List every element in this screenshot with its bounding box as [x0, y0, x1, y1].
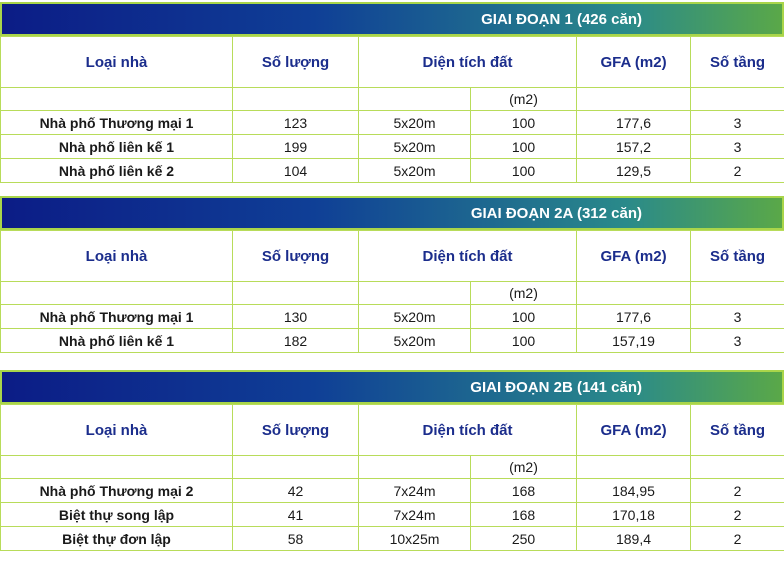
housing-table [0, 230, 784, 353]
quantity: 123 [233, 111, 359, 135]
phase-2b-table [0, 370, 784, 551]
header-so-luong: Số lượng [233, 231, 359, 282]
floors: 2 [691, 503, 784, 527]
house-type: Nhà phố liên kế 2 [1, 159, 233, 183]
table-row [1, 527, 784, 551]
house-type: Biệt thự đơn lập [1, 527, 233, 551]
unit-row [1, 456, 784, 479]
gfa: 184,95 [577, 479, 691, 503]
header-row [1, 231, 784, 282]
house-type: Nhà phố Thương mại 1 [1, 111, 233, 135]
quantity: 104 [233, 159, 359, 183]
unit-m2: (m2) [471, 88, 577, 111]
header-gfa: GFA (m2) [577, 231, 691, 282]
phase-title: GIAI ĐOẠN 2B (141 căn) [470, 379, 642, 396]
unit-row [1, 88, 784, 111]
phase-banner [0, 2, 784, 36]
header-so-tang: Số tầng [691, 405, 784, 456]
phase-1-table [0, 2, 784, 183]
housing-table [0, 36, 784, 183]
quantity: 58 [233, 527, 359, 551]
phase-title: GIAI ĐOẠN 1 (426 căn) [481, 11, 642, 28]
header-row [1, 37, 784, 88]
lot-size: 7x24m [359, 479, 471, 503]
phase-2a-table [0, 196, 784, 353]
lot-area: 168 [471, 503, 577, 527]
quantity: 41 [233, 503, 359, 527]
table-row [1, 503, 784, 527]
table-row [1, 305, 784, 329]
gfa: 157,2 [577, 135, 691, 159]
quantity: 199 [233, 135, 359, 159]
header-loai-nha: Loại nhà [1, 37, 233, 88]
floors: 3 [691, 135, 784, 159]
quantity: 42 [233, 479, 359, 503]
lot-size: 5x20m [359, 111, 471, 135]
house-type: Nhà phố liên kế 1 [1, 329, 233, 353]
floors: 3 [691, 111, 784, 135]
house-type: Nhà phố Thương mại 2 [1, 479, 233, 503]
header-dien-tich-dat: Diện tích đất [359, 231, 577, 282]
gfa: 157,19 [577, 329, 691, 353]
lot-area: 100 [471, 135, 577, 159]
floors: 2 [691, 527, 784, 551]
phase-title: GIAI ĐOẠN 2A (312 căn) [470, 205, 642, 222]
gfa: 177,6 [577, 305, 691, 329]
table-row [1, 329, 784, 353]
house-type: Nhà phố liên kế 1 [1, 135, 233, 159]
lot-area: 100 [471, 329, 577, 353]
gfa: 189,4 [577, 527, 691, 551]
house-type: Nhà phố Thương mại 1 [1, 305, 233, 329]
floors: 3 [691, 329, 784, 353]
header-loai-nha: Loại nhà [1, 231, 233, 282]
header-so-tang: Số tầng [691, 231, 784, 282]
quantity: 182 [233, 329, 359, 353]
table-row [1, 135, 784, 159]
lot-area: 100 [471, 111, 577, 135]
gfa: 170,18 [577, 503, 691, 527]
header-dien-tich-dat: Diện tích đất [359, 37, 577, 88]
housing-table [0, 404, 784, 551]
unit-row [1, 282, 784, 305]
lot-area: 168 [471, 479, 577, 503]
quantity: 130 [233, 305, 359, 329]
phase-banner [0, 196, 784, 230]
header-dien-tich-dat: Diện tích đất [359, 405, 577, 456]
lot-area: 100 [471, 305, 577, 329]
floors: 2 [691, 159, 784, 183]
header-gfa: GFA (m2) [577, 405, 691, 456]
table-row [1, 479, 784, 503]
header-loai-nha: Loại nhà [1, 405, 233, 456]
header-so-tang: Số tầng [691, 37, 784, 88]
lot-size: 5x20m [359, 135, 471, 159]
house-type: Biệt thự song lập [1, 503, 233, 527]
lot-size: 10x25m [359, 527, 471, 551]
lot-size: 5x20m [359, 329, 471, 353]
table-row [1, 111, 784, 135]
lot-size: 7x24m [359, 503, 471, 527]
gfa: 177,6 [577, 111, 691, 135]
gfa: 129,5 [577, 159, 691, 183]
lot-size: 5x20m [359, 305, 471, 329]
unit-m2: (m2) [471, 456, 577, 479]
lot-area: 250 [471, 527, 577, 551]
unit-m2: (m2) [471, 282, 577, 305]
header-gfa: GFA (m2) [577, 37, 691, 88]
header-so-luong: Số lượng [233, 37, 359, 88]
phase-banner [0, 370, 784, 404]
header-so-luong: Số lượng [233, 405, 359, 456]
header-row [1, 405, 784, 456]
table-row [1, 159, 784, 183]
floors: 2 [691, 479, 784, 503]
lot-area: 100 [471, 159, 577, 183]
floors: 3 [691, 305, 784, 329]
lot-size: 5x20m [359, 159, 471, 183]
